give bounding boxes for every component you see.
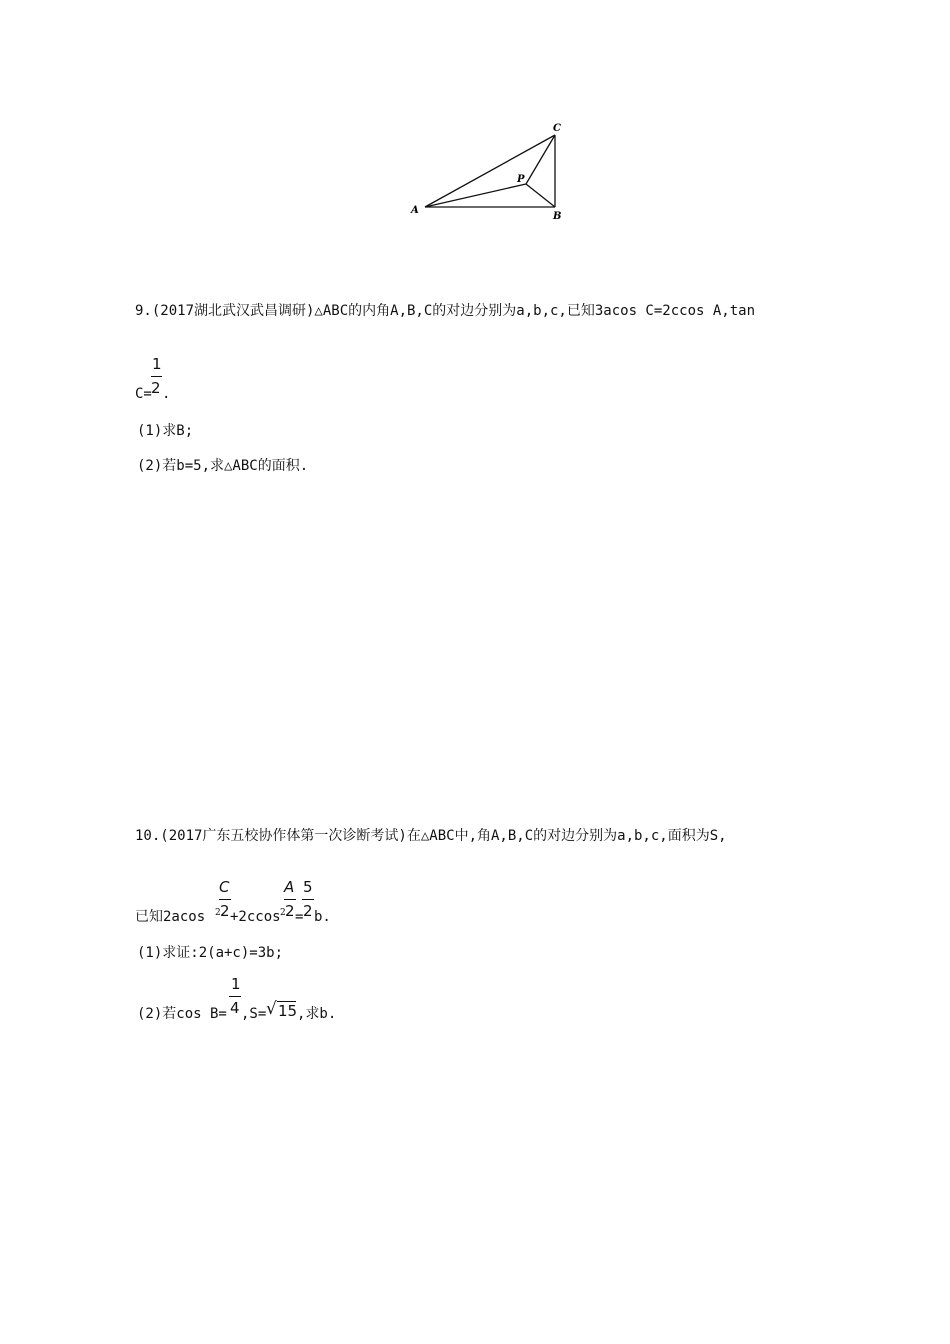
q9-frac-bar xyxy=(151,376,162,377)
q10-frac2-den: 2 xyxy=(285,902,295,920)
triangle-figure xyxy=(400,115,580,225)
q9-part2: (2)若b=5,求△ABC的面积. xyxy=(137,458,309,474)
segment-pa xyxy=(425,184,526,207)
segment-pb xyxy=(526,184,555,207)
q10-stem: 10.(2017广东五校协作体第一次诊断考试)在△ABC中,角A,B,C的对边分别为a,b,c,面积为S, xyxy=(135,828,727,844)
q10-frac1-num: C xyxy=(219,878,230,896)
q9-tan-prefix: C= xyxy=(135,386,152,402)
q10-part2-frac-den: 4 xyxy=(230,999,240,1017)
q10-part2-mid: ,S= xyxy=(241,1006,267,1022)
q9-frac-den: 2 xyxy=(151,379,161,397)
q10-frac1-bar xyxy=(219,899,231,900)
q10-part2-frac-num: 1 xyxy=(231,975,241,993)
q10-sup2: 2 xyxy=(280,908,286,918)
q10-frac2-bar xyxy=(284,899,296,900)
q10-part2-suffix: ,求b. xyxy=(297,1006,337,1022)
q10-part1: (1)求证:2(a+c)=3b; xyxy=(137,945,284,961)
q10-given-eq: = xyxy=(295,909,304,925)
edge-ac xyxy=(425,135,555,207)
q9-frac-num: 1 xyxy=(152,355,162,373)
label-b: B xyxy=(553,211,562,222)
q9-part1: (1)求B; xyxy=(137,423,194,439)
label-a: A xyxy=(411,205,419,216)
q10-frac3-num: 5 xyxy=(303,878,313,896)
q10-part2-frac-bar xyxy=(229,996,241,997)
q10-frac2-num: A xyxy=(284,878,295,896)
sqrt-symbol: √ xyxy=(266,999,277,1019)
q9-stem: 9.(2017湖北武汉武昌调研)△ABC的内角A,B,C的对边分别为a,b,c,已知3acos C=2ccos A,tan xyxy=(135,303,756,319)
q10-frac1-den: 2 xyxy=(220,902,230,920)
q10-part2-rad: 15 xyxy=(278,1002,298,1020)
label-c: C xyxy=(553,123,561,134)
q10-part2-prefix: (2)若cos B= xyxy=(137,1006,227,1022)
q10-frac3-den: 2 xyxy=(303,902,313,920)
q10-given-prefix: 已知2acos xyxy=(135,909,206,925)
q10-given-suffix: b. xyxy=(314,909,331,925)
q9-tan-suffix: . xyxy=(162,386,171,402)
q10-given-mid: +2ccos xyxy=(230,909,281,925)
q10-sup1: 2 xyxy=(215,908,221,918)
label-p: P xyxy=(517,174,525,185)
q10-frac3-bar xyxy=(302,899,314,900)
